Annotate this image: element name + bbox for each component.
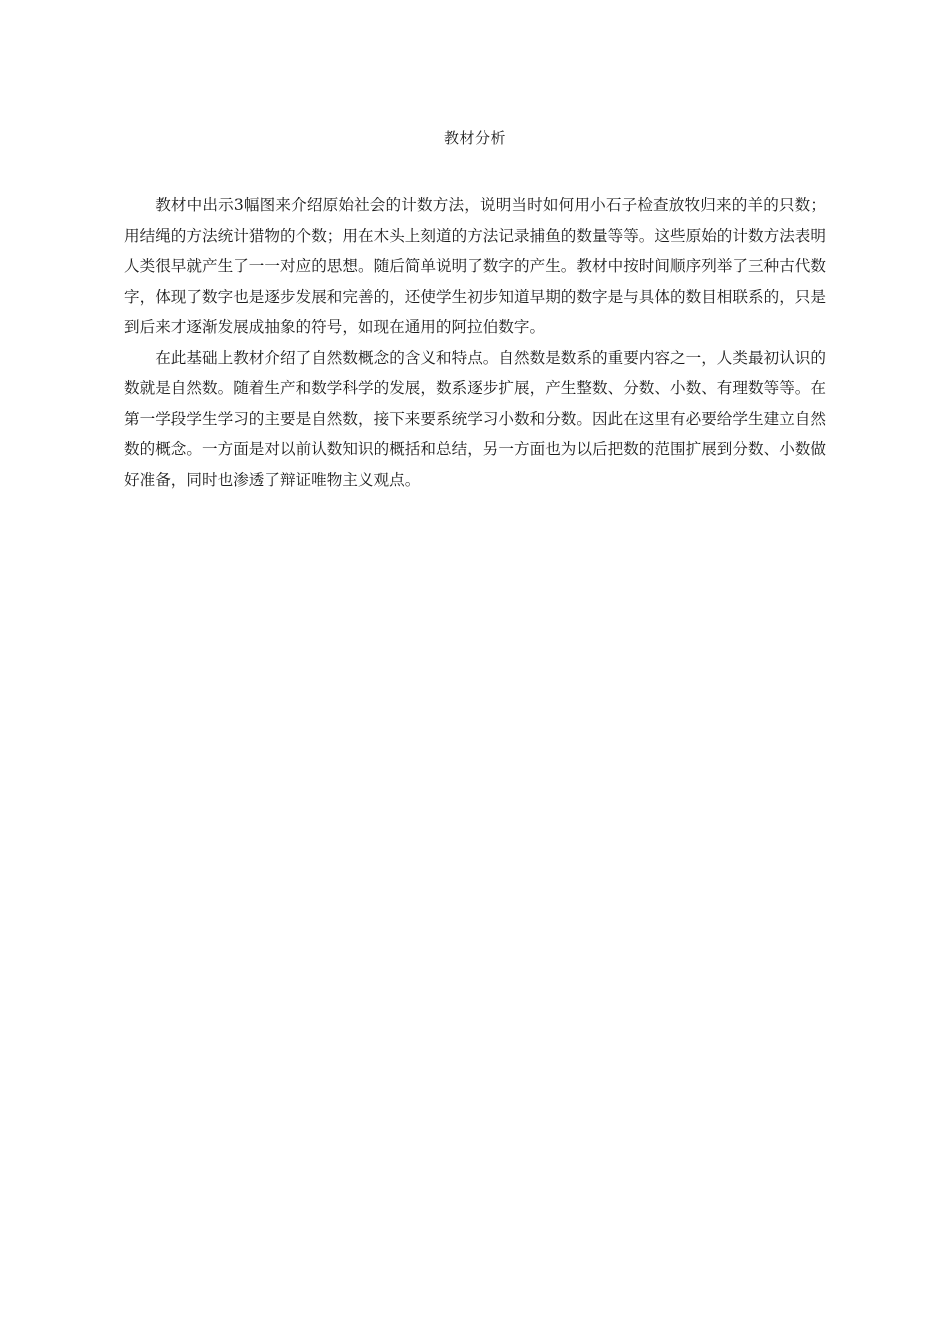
page-title: 教材分析 <box>443 129 506 147</box>
document-body <box>124 190 826 495</box>
paragraph-2: 在此基础上教材介绍了自然数概念的含义和特点。自然数是数系的重要内容之一，人类最初认识的数就是自然数。随着生产和数学科学的发展，数系逐步扩展，产生整数、分数、小数、有理数等等。在第一学段学生学习的主要是自然数，接下来要系统学习小数和分数。因此在这里有必要给学生建立自然数的概念。一方面是对以前认数知识的概括和总结，另一方面也为以后把数的范围扩展到分数、小数做好准备，同时也渗透了辩证唯物主义观点。 <box>124 348 826 489</box>
paragraph-1: 教材中出示3幅图来介绍原始社会的计数方法，说明当时如何用小石子检查放牧归来的羊的只数；用结绳的方法统计猎物的个数；用在木头上刻道的方法记录捕鱼的数量等等。这些原始的计数方法表明人类很早就产生了一一对应的思想。随后简单说明了数字的产生。教材中按时间顺序列举了三种古代数字，体现了数字也是逐步发展和完善的，还使学生初步知道早期的数字是与具体的数目相联系的，只是到后来才逐渐发展成抽象的符号，如现在通用的阿拉伯数字。 <box>124 196 826 336</box>
